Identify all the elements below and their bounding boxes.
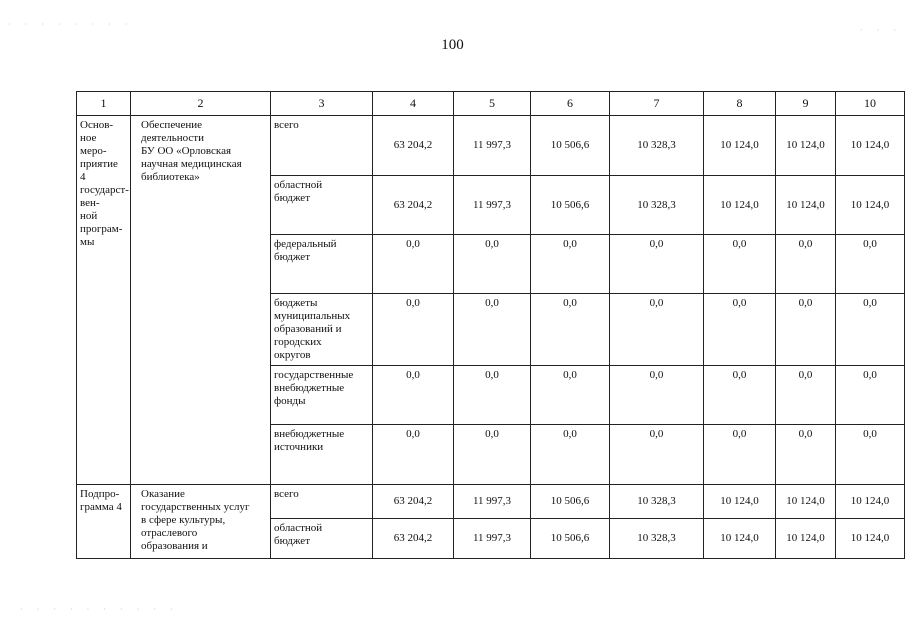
amount-cell: 11 997,3 — [454, 176, 531, 235]
amount-cell: 0,0 — [704, 425, 776, 485]
column-header-10: 10 — [836, 92, 905, 116]
amount-cell: 0,0 — [776, 235, 836, 294]
amount-cell: 0,0 — [531, 235, 610, 294]
amount-cell: 0,0 — [704, 294, 776, 366]
amount-cell: 10 124,0 — [704, 116, 776, 176]
amount-cell: 10 328,3 — [610, 176, 704, 235]
amount-cell: 0,0 — [836, 425, 905, 485]
scan-speckles: · · · — [860, 26, 902, 35]
amount-cell: 10 124,0 — [836, 485, 905, 519]
amount-cell: 10 124,0 — [776, 116, 836, 176]
funding-source-cell: всего — [271, 485, 373, 519]
amount-cell: 10 506,6 — [531, 176, 610, 235]
amount-cell: 63 204,2 — [373, 485, 454, 519]
amount-cell: 0,0 — [704, 235, 776, 294]
funding-source-cell: всего — [271, 116, 373, 176]
amount-cell: 63 204,2 — [373, 116, 454, 176]
column-header-2: 2 — [131, 92, 271, 116]
amount-cell: 0,0 — [610, 425, 704, 485]
amount-cell: 0,0 — [531, 294, 610, 366]
amount-cell: 10 506,6 — [531, 116, 610, 176]
amount-cell: 0,0 — [531, 425, 610, 485]
amount-cell: 0,0 — [454, 294, 531, 366]
column-header-9: 9 — [776, 92, 836, 116]
amount-cell: 10 124,0 — [776, 519, 836, 559]
amount-cell: 0,0 — [454, 235, 531, 294]
funding-source-cell: федеральный бюджет — [271, 235, 373, 294]
column-header-6: 6 — [531, 92, 610, 116]
amount-cell: 10 124,0 — [704, 485, 776, 519]
amount-cell: 0,0 — [454, 366, 531, 425]
amount-cell: 0,0 — [610, 366, 704, 425]
amount-cell: 10 124,0 — [836, 519, 905, 559]
amount-cell: 10 124,0 — [704, 519, 776, 559]
amount-cell: 0,0 — [531, 366, 610, 425]
table-header-row — [77, 92, 905, 116]
amount-cell: 11 997,3 — [454, 485, 531, 519]
amount-cell: 0,0 — [373, 235, 454, 294]
amount-cell: 63 204,2 — [373, 519, 454, 559]
amount-cell: 0,0 — [373, 425, 454, 485]
amount-cell: 10 124,0 — [776, 485, 836, 519]
amount-cell: 10 506,6 — [531, 485, 610, 519]
amount-cell: 0,0 — [776, 294, 836, 366]
table-row — [77, 116, 905, 176]
amount-cell: 10 328,3 — [610, 116, 704, 176]
funding-source-cell: областной бюджет — [271, 176, 373, 235]
amount-cell: 0,0 — [454, 425, 531, 485]
amount-cell: 10 124,0 — [836, 116, 905, 176]
scan-speckles: · · · · · · · · · · — [20, 605, 179, 614]
column-header-7: 7 — [610, 92, 704, 116]
amount-cell: 63 204,2 — [373, 176, 454, 235]
amount-cell: 0,0 — [610, 294, 704, 366]
funding-source-cell: государственные внебюджетные фонды — [271, 366, 373, 425]
column-header-8: 8 — [704, 92, 776, 116]
amount-cell: 11 997,3 — [454, 519, 531, 559]
program-title-cell: Обеспечение деятельности БУ ОО «Орловская научная медицинская библиотека» — [131, 116, 271, 485]
amount-cell: 0,0 — [776, 366, 836, 425]
column-header-5: 5 — [454, 92, 531, 116]
budget-table — [76, 91, 905, 559]
amount-cell: 10 328,3 — [610, 519, 704, 559]
funding-source-cell: областной бюджет — [271, 519, 373, 559]
amount-cell: 0,0 — [373, 366, 454, 425]
scan-speckles: · · · · · · · · — [8, 20, 134, 29]
amount-cell: 0,0 — [776, 425, 836, 485]
funding-source-cell: бюджеты муниципальных образований и городских округов — [271, 294, 373, 366]
amount-cell: 10 506,6 — [531, 519, 610, 559]
amount-cell: 10 124,0 — [704, 176, 776, 235]
column-header-1: 1 — [77, 92, 131, 116]
program-element-cell: Подпро- грамма 4 — [77, 485, 131, 559]
table-body — [77, 116, 905, 559]
amount-cell: 0,0 — [610, 235, 704, 294]
amount-cell: 0,0 — [836, 235, 905, 294]
column-header-4: 4 — [373, 92, 454, 116]
amount-cell: 0,0 — [836, 366, 905, 425]
amount-cell: 0,0 — [373, 294, 454, 366]
amount-cell: 10 328,3 — [610, 485, 704, 519]
funding-source-cell: внебюджетные источники — [271, 425, 373, 485]
amount-cell: 10 124,0 — [836, 176, 905, 235]
amount-cell: 0,0 — [704, 366, 776, 425]
program-element-cell: Основ- ное меро- приятие 4 государст- вен- ной програм- мы — [77, 116, 131, 485]
amount-cell: 11 997,3 — [454, 116, 531, 176]
amount-cell: 10 124,0 — [776, 176, 836, 235]
page-number: 100 — [441, 37, 464, 53]
column-header-3: 3 — [271, 92, 373, 116]
program-title-cell: Оказание государственных услуг в сфере культуры, отраслевого образования и — [131, 485, 271, 559]
amount-cell: 0,0 — [836, 294, 905, 366]
table-row — [77, 485, 905, 519]
